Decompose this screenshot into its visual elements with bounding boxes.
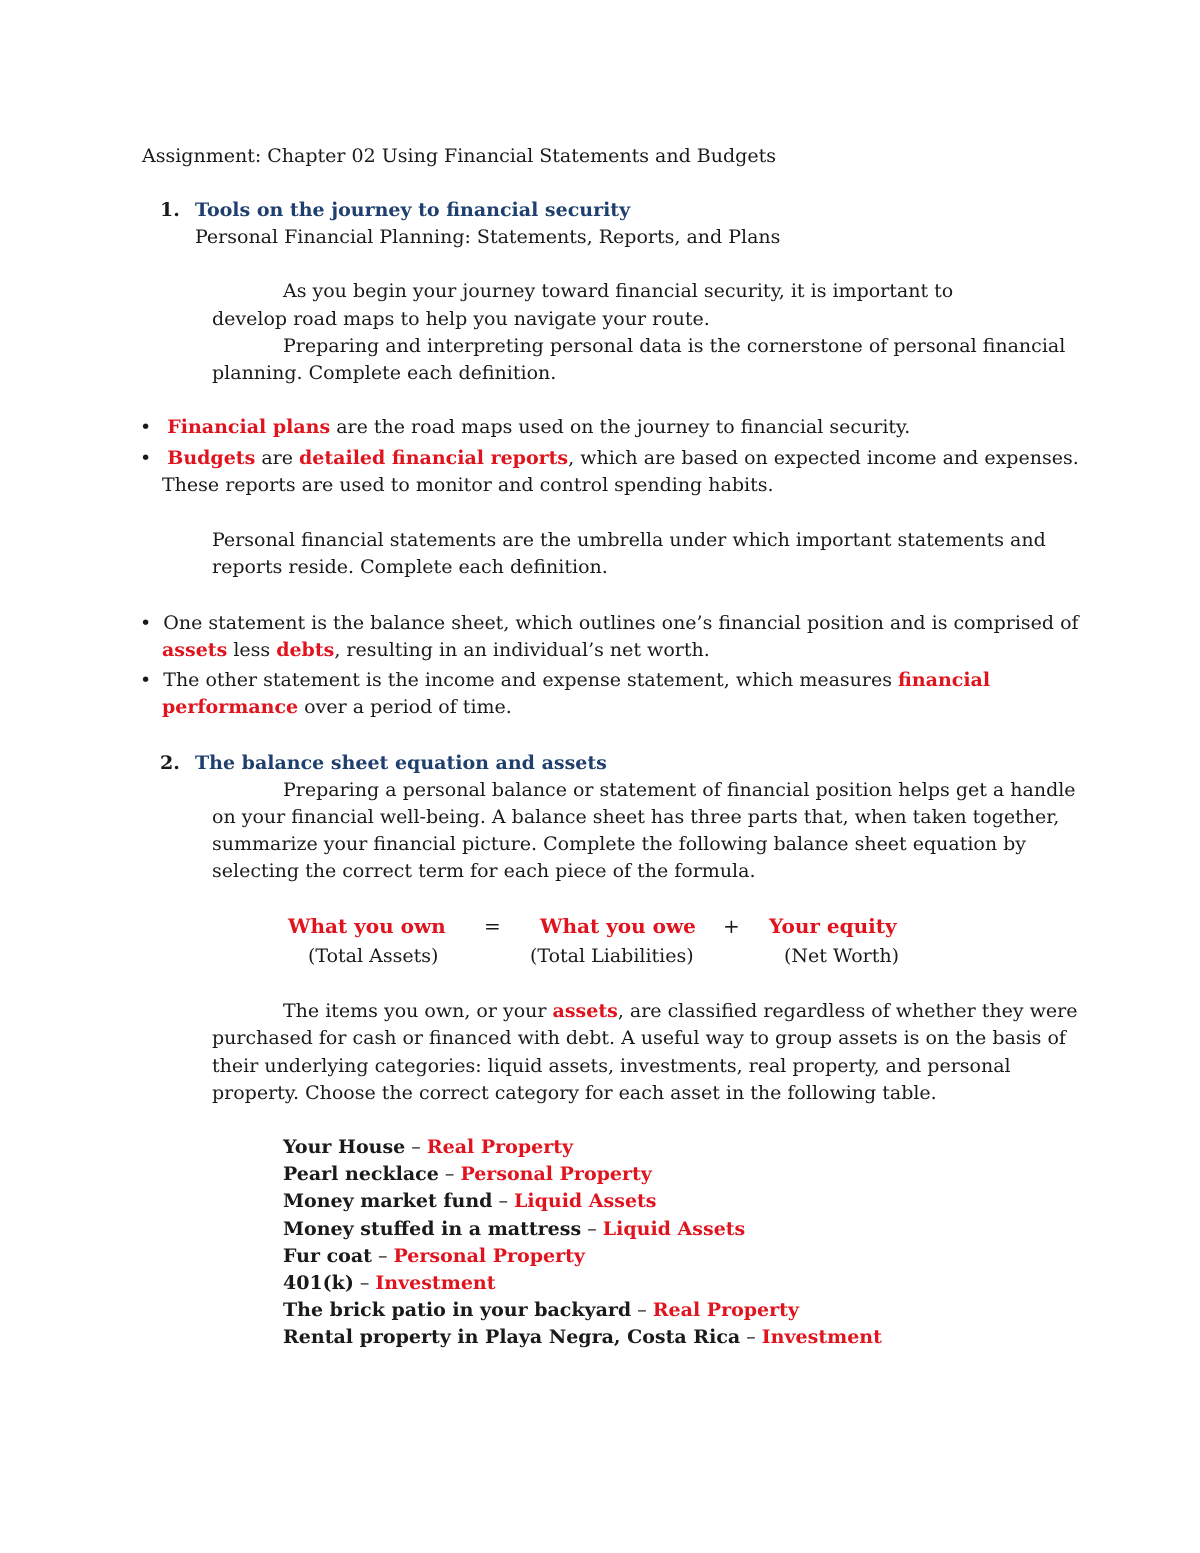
bullet-icon: • <box>140 669 152 691</box>
equation-plus-sign: + <box>723 914 740 938</box>
bullet-text: , which are based on expected income and expenses. <box>568 447 1079 469</box>
section-1-intro-line-1: As you begin your journey toward financial security, it is important to <box>283 280 954 302</box>
section-1-subheading: Personal Financial Planning: Statements, Reports, and Plans <box>195 226 781 248</box>
bullet-balance-sheet <box>140 610 1079 637</box>
asset-separator: – <box>405 1136 427 1158</box>
bullet-financial-plans <box>140 414 910 441</box>
list-item <box>283 1188 657 1215</box>
assets-para-line-3: their underlying categories: liquid assets, investments, real property, and personal <box>212 1055 1011 1077</box>
term-detailed-financial-reports: detailed financial reports <box>299 447 569 469</box>
asset-item: Rental property in Playa Negra, Costa Rica <box>283 1326 741 1348</box>
list-item <box>283 1161 652 1188</box>
bullet-text: One statement is the balance sheet, which outlines one’s financial position and is comprised of <box>163 612 1079 634</box>
assets-para-line-1 <box>283 998 1077 1025</box>
bullet-icon: • <box>140 612 152 634</box>
asset-separator: – <box>353 1272 376 1294</box>
term-debts: debts <box>276 639 335 661</box>
section-2-intro-line-4: selecting the correct term for each piece of the formula. <box>212 860 756 882</box>
assets-para-line-2: purchased for cash or financed with debt. A useful way to group assets is on the basis of <box>212 1027 1066 1049</box>
section-2-intro-line-1: Preparing a personal balance or statement of financial position helps get a handle <box>283 779 1076 801</box>
asset-category: Real Property <box>652 1299 799 1321</box>
asset-separator: – <box>740 1326 762 1348</box>
list-item <box>283 1134 573 1161</box>
bullet-text: are the road maps used on the journey to financial security. <box>330 416 911 438</box>
asset-item: Money market fund <box>283 1190 493 1212</box>
asset-category: Personal Property <box>393 1245 585 1267</box>
section-1-intro-line-3: Preparing and interpreting personal data is the cornerstone of personal financial <box>283 335 1066 357</box>
asset-item: Pearl necklace <box>283 1163 439 1185</box>
equation-your-equity: Your equity <box>769 914 897 938</box>
bullet-text: , resulting in an individual’s net worth. <box>334 639 710 661</box>
section-2-number: 2. <box>160 752 180 774</box>
list-item <box>283 1297 799 1324</box>
asset-item: Fur coat <box>283 1245 372 1267</box>
asset-separator: – <box>492 1190 515 1212</box>
asset-category: Investment <box>761 1326 882 1348</box>
section-1-intro-line-4: planning. Complete each definition. <box>212 362 557 384</box>
bullet-balance-sheet-continuation <box>162 637 710 664</box>
bullet-income-statement <box>140 667 990 694</box>
list-item <box>283 1270 496 1297</box>
asset-category: Liquid Assets <box>602 1218 746 1240</box>
bullet-icon: • <box>140 416 152 438</box>
term-budgets: Budgets <box>167 447 256 469</box>
equation-total-liabilities-label: (Total Liabilities) <box>530 945 694 967</box>
list-item <box>283 1243 585 1270</box>
equation-net-worth-label: (Net Worth) <box>784 945 900 967</box>
list-item <box>283 1216 745 1243</box>
asset-category: Liquid Assets <box>514 1190 657 1212</box>
term-financial: financial <box>898 669 991 691</box>
assets-para-text: The items you own, or your <box>283 1000 553 1022</box>
document-title: Assignment: Chapter 02 Using Financial Statements and Budgets <box>142 145 776 167</box>
bullet-text: are <box>255 447 300 469</box>
asset-item: Your House <box>283 1136 406 1158</box>
asset-separator: – <box>581 1218 603 1240</box>
asset-item: The brick patio in your backyard <box>283 1299 632 1321</box>
section-1-para-2-line-2: reports reside. Complete each definition. <box>212 556 608 578</box>
term-assets-2: assets <box>552 1000 618 1022</box>
equation-what-you-owe: What you owe <box>540 914 696 938</box>
asset-category: Investment <box>375 1272 496 1294</box>
equation-equals-sign: = <box>484 914 501 938</box>
bullet-budgets-continuation: These reports are used to monitor and control spending habits. <box>162 474 774 496</box>
section-1-para-2-line-1: Personal financial statements are the umbrella under which important statements and <box>212 529 1046 551</box>
asset-category: Personal Property <box>460 1163 652 1185</box>
bullet-budgets <box>140 445 1079 472</box>
asset-category: Real Property <box>426 1136 574 1158</box>
section-2-intro-line-3: summarize your financial picture. Complete the following balance sheet equation by <box>212 833 1027 855</box>
list-item <box>283 1324 882 1351</box>
bullet-text: over a period of time. <box>298 696 512 718</box>
bullet-income-statement-continuation <box>162 694 512 721</box>
bullet-text: The other statement is the income and expense statement, which measures <box>163 669 899 691</box>
asset-item: 401(k) <box>283 1272 354 1294</box>
assets-para-text: , are classified regardless of whether they were <box>617 1000 1078 1022</box>
term-assets: assets <box>162 639 228 661</box>
asset-separator: – <box>438 1163 461 1185</box>
asset-separator: – <box>631 1299 653 1321</box>
equation-total-assets-label: (Total Assets) <box>308 945 439 967</box>
section-1-heading: Tools on the journey to financial security <box>195 199 631 221</box>
section-1-intro-line-2: develop road maps to help you navigate your route. <box>212 308 710 330</box>
section-2-intro-line-2: on your financial well-being. A balance sheet has three parts that, when taken together, <box>212 806 1060 828</box>
asset-separator: – <box>371 1245 394 1267</box>
assets-para-line-4: property. Choose the correct category for each asset in the following table. <box>212 1082 937 1104</box>
term-performance: performance <box>162 696 299 718</box>
bullet-icon: • <box>140 447 152 469</box>
section-1-number: 1. <box>160 199 180 221</box>
term-financial-plans: Financial plans <box>167 416 331 438</box>
section-2-heading: The balance sheet equation and assets <box>195 752 607 774</box>
asset-item: Money stuffed in a mattress <box>283 1218 582 1240</box>
bullet-text: less <box>227 639 277 661</box>
equation-what-you-own: What you own <box>288 914 446 938</box>
